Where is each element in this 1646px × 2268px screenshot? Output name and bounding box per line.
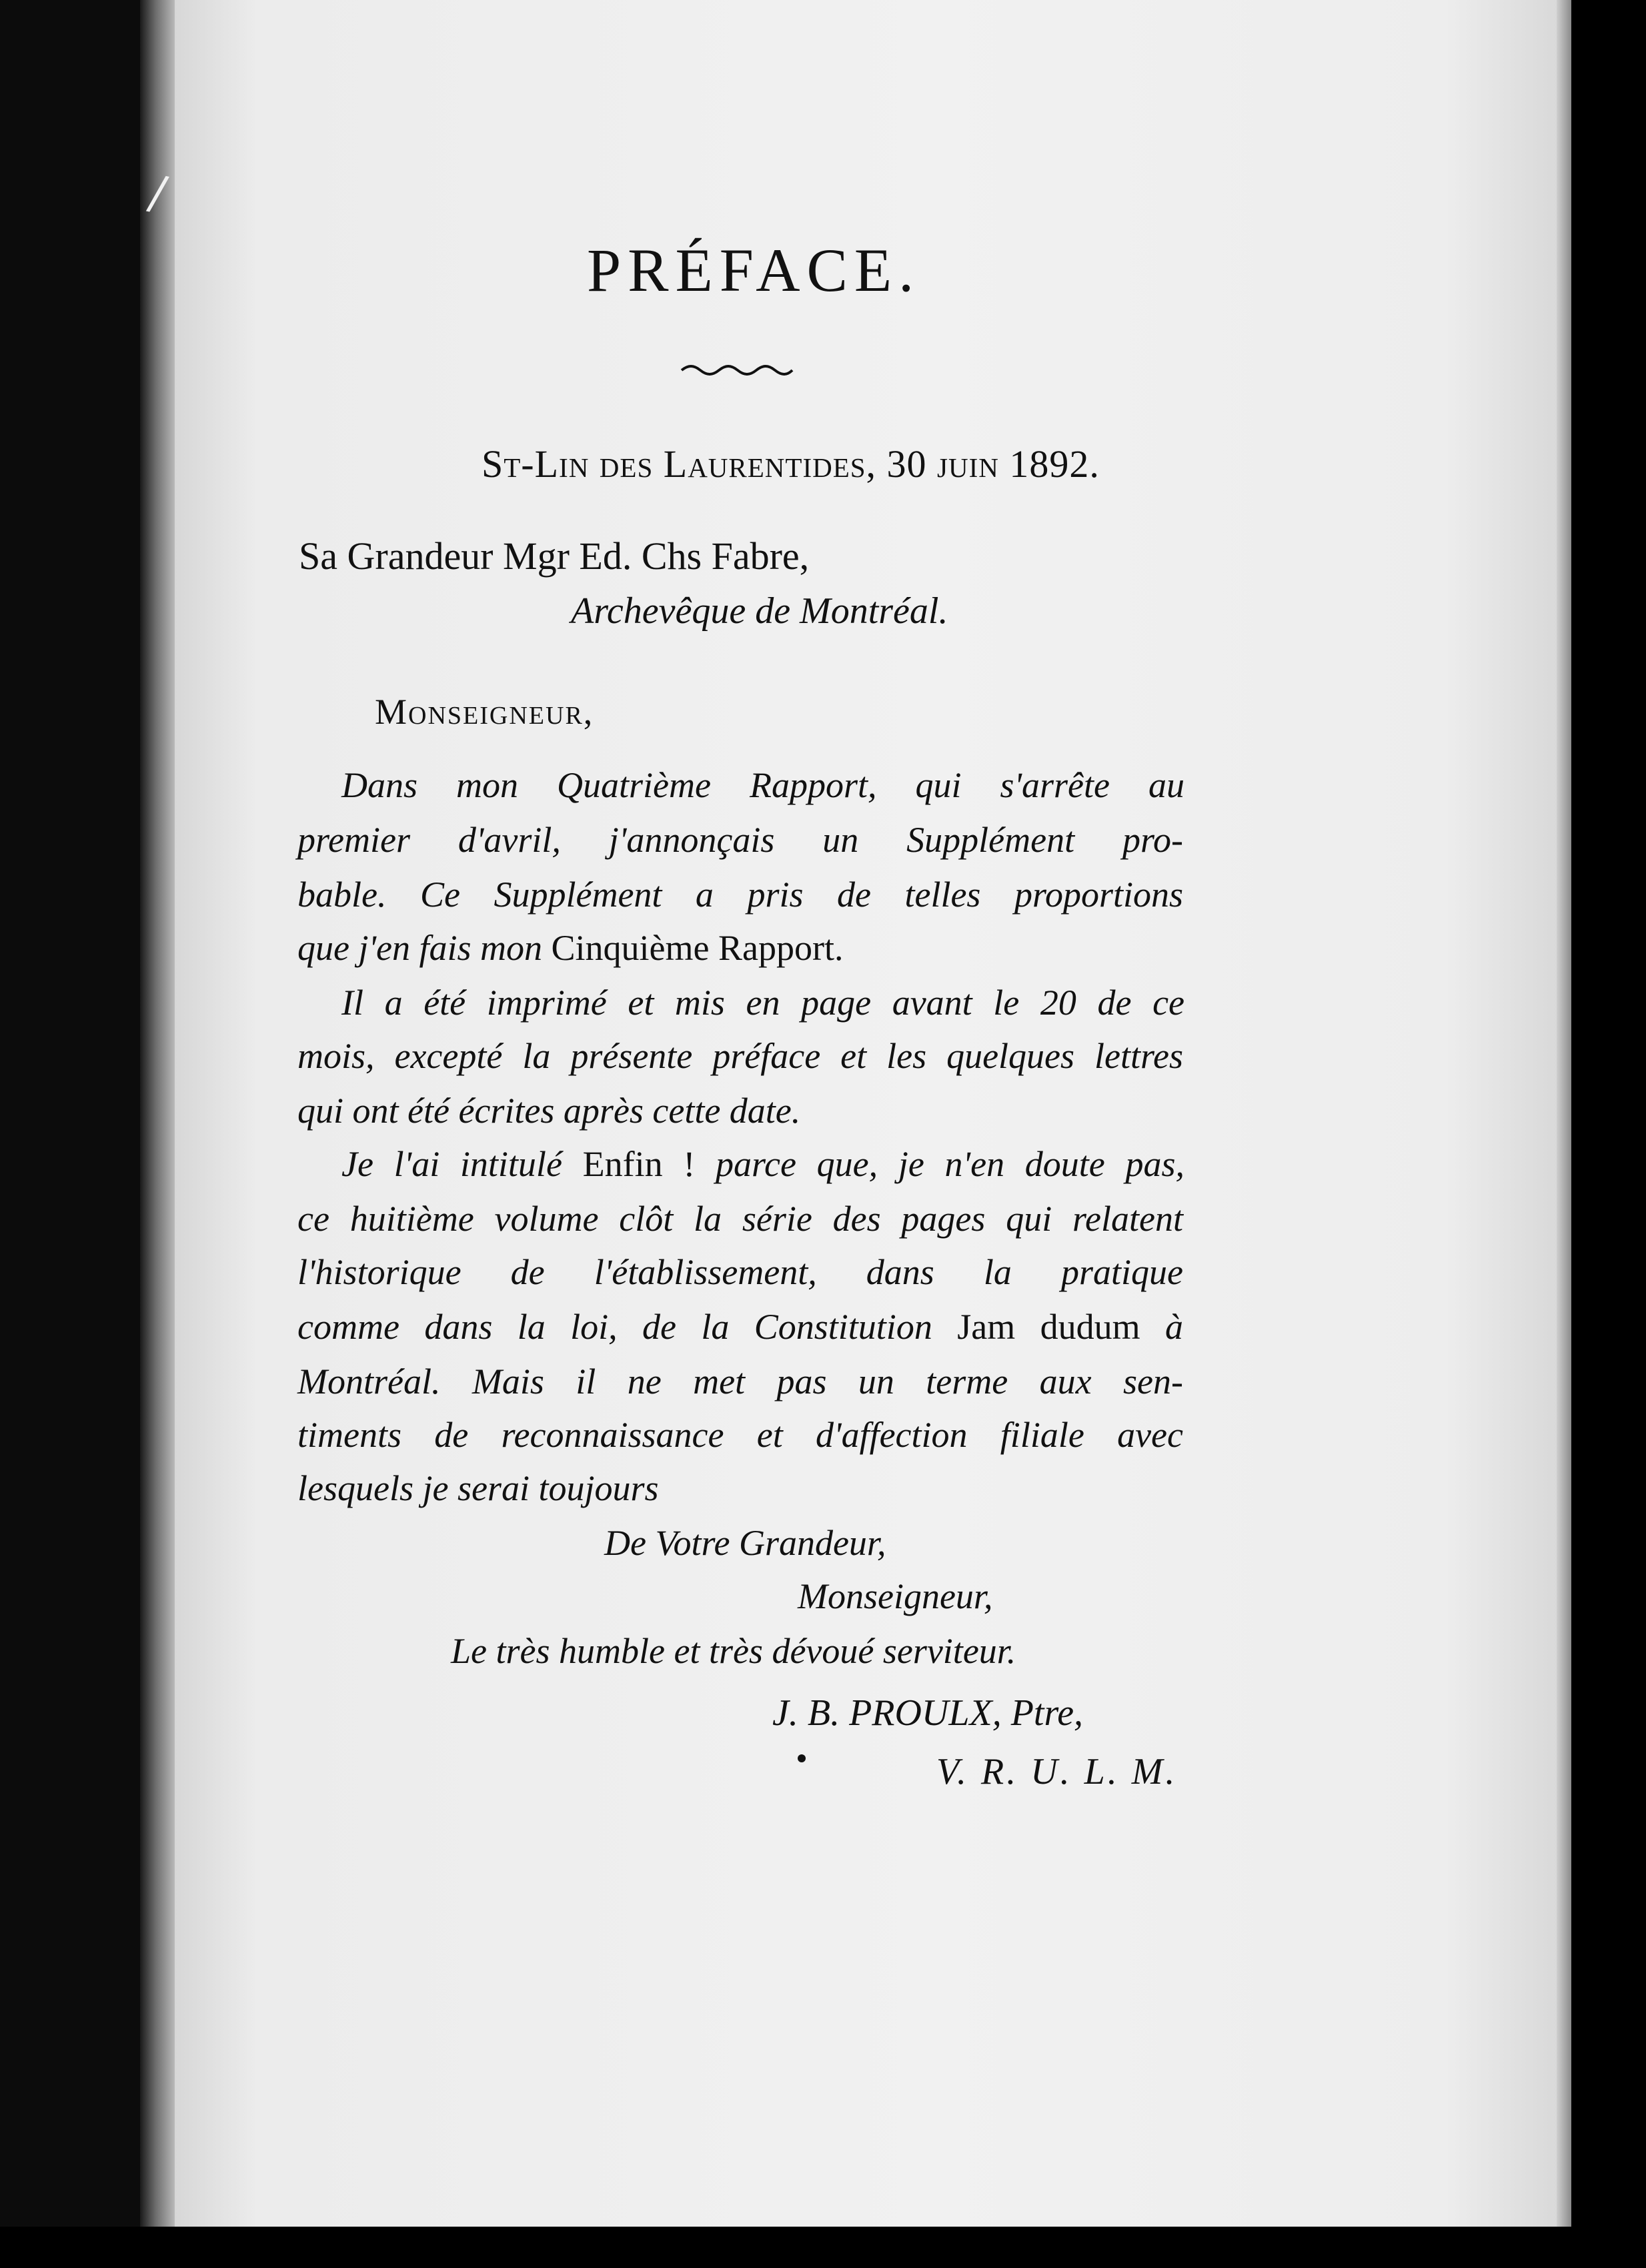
body-line	[297, 927, 843, 969]
report-name: Cinquième Rapport	[551, 928, 834, 968]
body-line: timents de reconnaissance et d'affection filiale avec	[297, 1415, 1183, 1455]
scan-speck-mark: /	[144, 164, 171, 221]
addressee-title: Archevêque de Montréal.	[571, 590, 948, 632]
body-line: l'historique de l'établissement, dans la pratique	[297, 1252, 1183, 1292]
salutation: Monseigneur,	[375, 692, 594, 732]
scan-right-border	[1571, 0, 1646, 2268]
body-line-italic: à	[1140, 1307, 1183, 1347]
body-line: lesquels je serai toujours	[297, 1468, 659, 1508]
signature-name: J. B. PROULX, Ptre,	[772, 1692, 1084, 1734]
page-title: PRÉFACE.	[587, 236, 921, 304]
body-line-italic: comme dans la loi, de la Constitution	[297, 1307, 958, 1347]
scan-left-border	[0, 0, 140, 2268]
body-line-punctuation: .	[834, 928, 844, 968]
addressee-name: Sa Grandeur Mgr Ed. Chs Fabre,	[299, 534, 810, 578]
ink-dot	[798, 1754, 806, 1762]
closing-line: Monseigneur,	[798, 1576, 993, 1616]
scan-bottom-border	[0, 2227, 1646, 2268]
body-line-italic: que j'en fais mon	[297, 928, 552, 968]
signature-title: V. R. U. L. M.	[936, 1751, 1178, 1792]
body-line: premier d'avril, j'annonçais un Supplément pro-	[297, 820, 1183, 860]
body-line: qui ont été écrites après cette date.	[297, 1091, 801, 1131]
body-line-italic: Je l'ai intitulé	[341, 1144, 583, 1184]
title-ornament	[680, 362, 794, 378]
book-page	[175, 0, 1557, 2268]
place-date-line: St-Lin des Laurentides, 30 juin 1892.	[482, 442, 1100, 486]
body-line: ce huitième volume clôt la série des pages qui relatent	[297, 1199, 1183, 1239]
body-line: mois, excepté la présente préface et les quelques lettres	[297, 1036, 1183, 1076]
body-line	[341, 1143, 1184, 1185]
closing-line: De Votre Grandeur,	[604, 1523, 886, 1563]
book-gutter-shadow	[140, 0, 175, 2268]
constitution-name: Jam dudum	[957, 1307, 1140, 1347]
body-line: bable. Ce Supplément a pris de telles proportions	[297, 875, 1183, 915]
body-line	[297, 1306, 1183, 1347]
page-edge-shadow	[1557, 0, 1571, 2268]
closing-line: Le très humble et très dévoué serviteur.	[451, 1631, 1016, 1671]
body-line-italic: parce que, je n'en doute pas,	[695, 1144, 1184, 1184]
body-line: Il a été imprimé et mis en page avant le 20 de ce	[341, 983, 1184, 1023]
volume-title: Enfin !	[582, 1144, 696, 1184]
body-line: Montréal. Mais il ne met pas un terme aux sen-	[297, 1361, 1183, 1401]
body-line: Dans mon Quatrième Rapport, qui s'arrête au	[341, 765, 1184, 805]
